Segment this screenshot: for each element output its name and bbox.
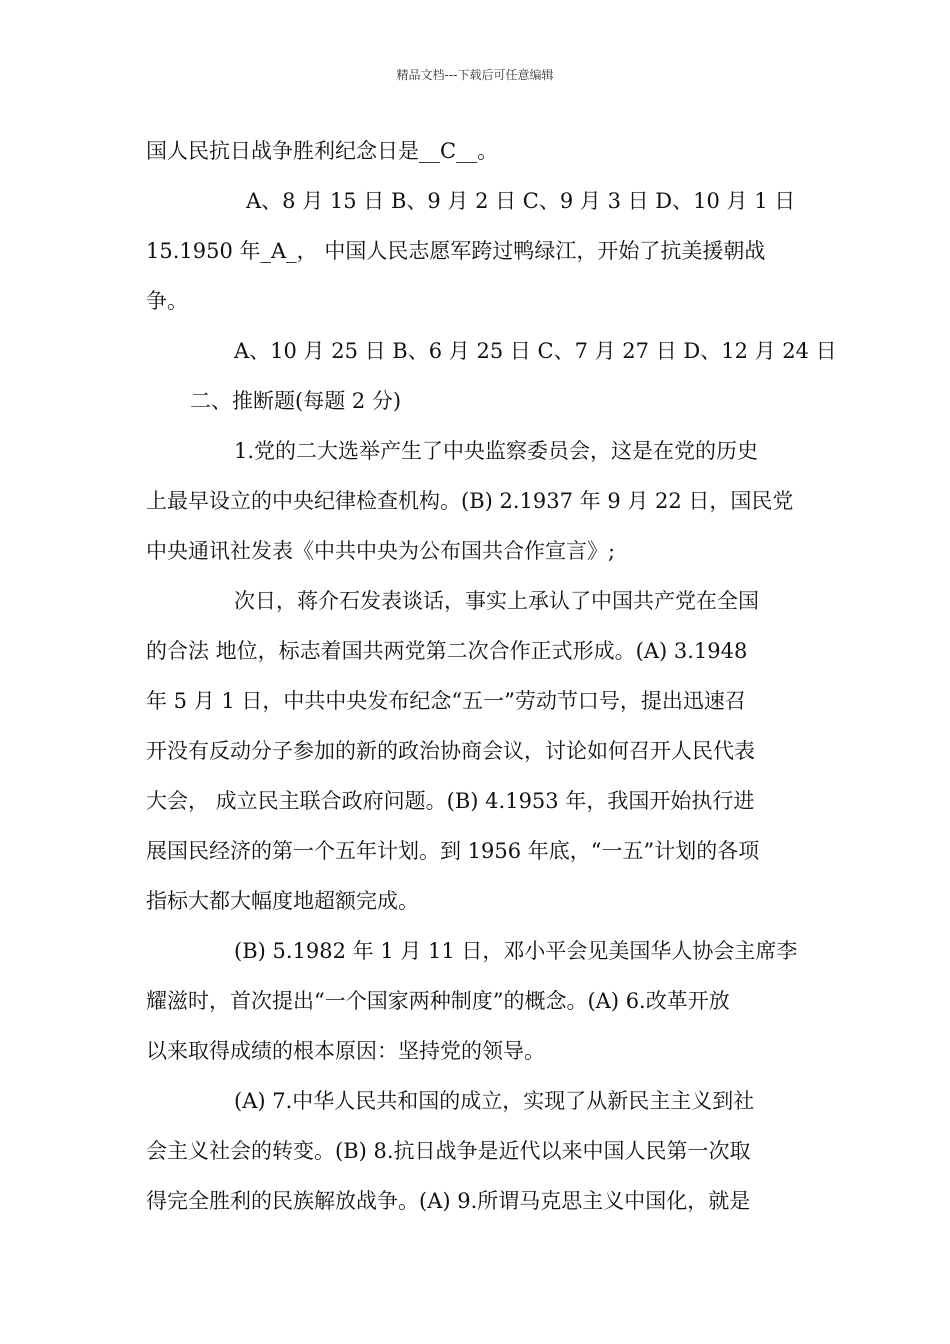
text-line: 年 5 月 1 日，中共中央发布纪念“五一”劳动节口号，提出迅速召 [146,689,746,713]
text-line: 展国民经济的第一个五年计划。到 1956 年底，“一五”计划的各项 [146,839,760,863]
text-line: (B) 5.1982 年 1 月 11 日，邓小平会见美国华人协会主席李 [234,939,798,963]
text-line: 国人民抗日战争胜利纪念日是__C__。 [146,139,499,163]
text-line: 指标大都大幅度地超额完成。 [146,889,419,913]
text-line: 得完全胜利的民族解放战争。(A) 9.所谓马克思主义中国化，就是 [146,1189,751,1213]
text-line: 大会， 成立民主联合政府问题。(B) 4.1953 年，我国开始执行进 [146,789,755,813]
page-header: 精品文档---下载后可任意编辑 [396,68,554,82]
text-line: 争。 [146,289,188,313]
text-line: 开没有反动分子参加的新的政治协商会议，讨论如何召开人民代表 [146,739,755,763]
text-line: 15.1950 年_A_， 中国人民志愿军跨过鸭绿江，开始了抗美援朝战 [146,239,766,263]
text-line: (A) 7.中华人民共和国的成立，实现了从新民主主义到社 [234,1089,755,1113]
text-line: 会主义社会的转变。(B) 8.抗日战争是近代以来中国人民第一次取 [146,1139,751,1163]
text-line: 中央通讯社发表《中共中央为公布国共合作宣言》; [146,539,616,563]
text-line: 以来取得成绩的根本原因：坚持党的领导。 [146,1039,545,1063]
section-heading: 二、推断题(每题 2 分) [190,389,402,413]
text-line: 的合法 地位，标志着国共两党第二次合作正式形成。(A) 3.1948 [146,639,748,663]
text-line: A、8 月 15 日 B、9 月 2 日 C、9 月 3 日 D、10 月 1 日 [246,189,796,213]
text-line: 1.党的二大选举产生了中央监察委员会，这是在党的历史 [234,439,759,463]
text-line: 次日，蒋介石发表谈话，事实上承认了中国共产党在全国 [234,589,759,613]
text-line: 上最早设立的中央纪律检查机构。(B) 2.1937 年 9 月 22 日，国民党 [146,489,794,513]
text-line: A、10 月 25 日 B、6 月 25 日 C、7 月 27 日 D、12 月 24 日 [234,339,837,363]
text-line: 耀滋时，首次提出“一个国家两种制度”的概念。(A) 6.改革开放 [146,989,730,1013]
